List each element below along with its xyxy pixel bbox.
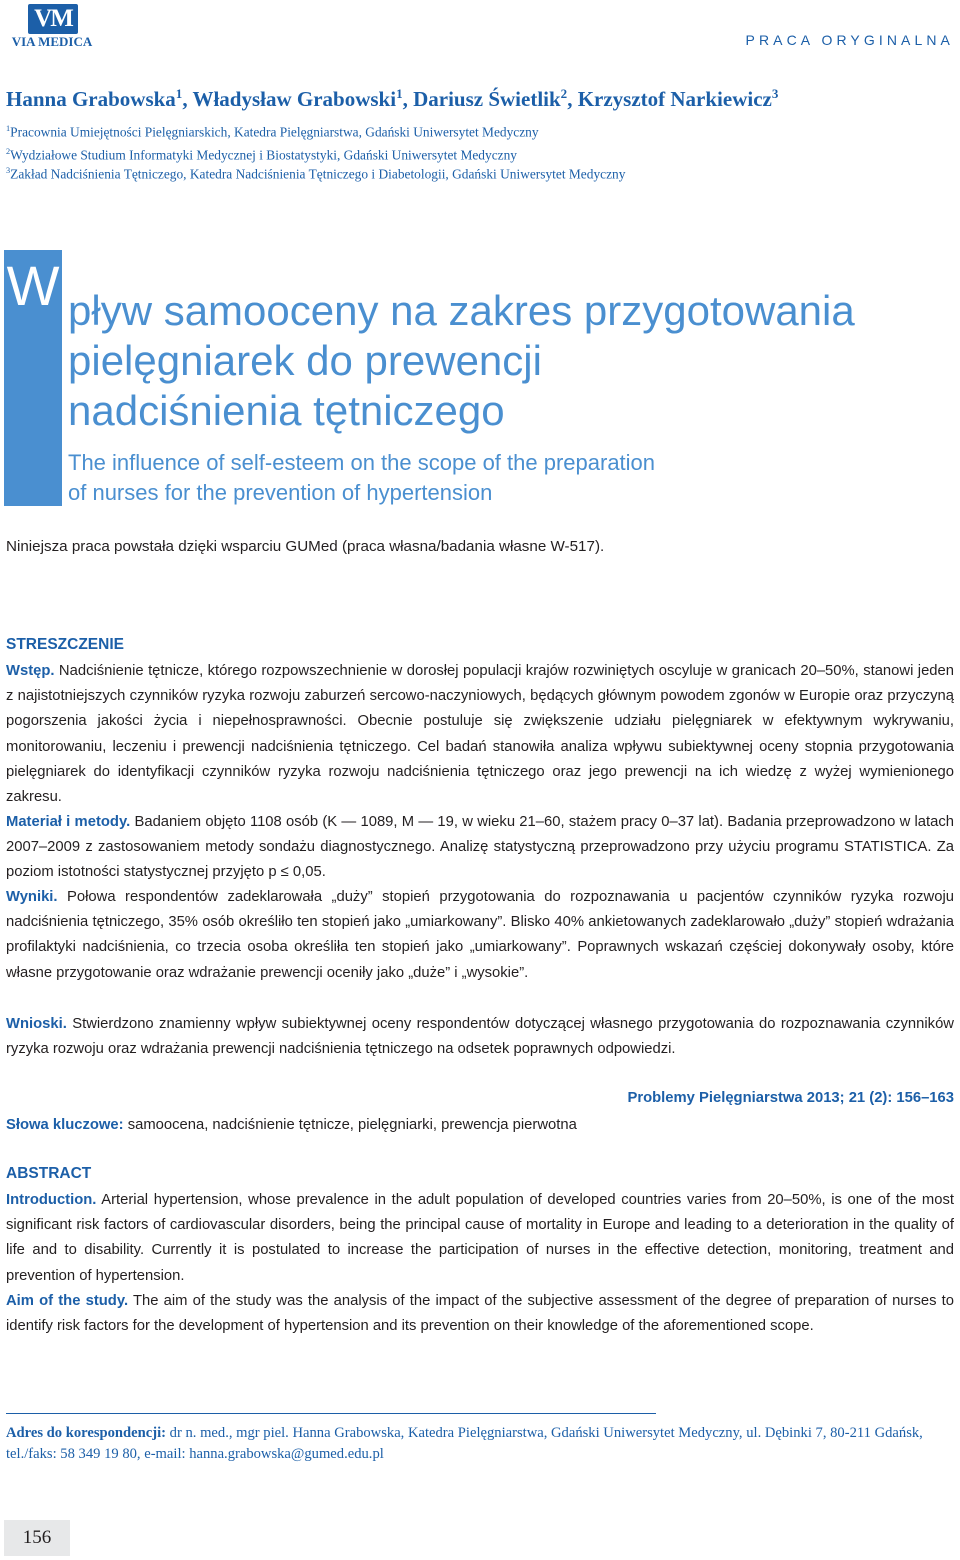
paragraph-lead: Wstęp.: [6, 663, 55, 679]
correspondence-address: [6, 1423, 946, 1465]
paragraph-lead: Wyniki.: [6, 889, 58, 905]
abstract-heading: ABSTRACT: [6, 1165, 92, 1182]
via-medica-logo: [4, 4, 96, 50]
paragraph-lead: Materiał i metody.: [6, 814, 131, 830]
footnote-rule: [6, 1413, 656, 1414]
paragraph-text: Badaniem objęto 1108 osób (K — 1089, M — 19, w wieku 21–60, stażem pracy 0–37 lat). Badania przeprowadzono w latach 2007–2009 z zastosowaniem metody sondażu diagnostycznego. Analizę statystyczną przeprowadzono przy użyciu programu STATISTICA. Za poziom istotności statystycznej przyjęto p ≤ 0,05.: [6, 814, 955, 881]
affiliation-text: Wydziałowe Studium Informatyki Medycznej i Biostatystyki, Gdański Uniwersytet Medyczny: [10, 147, 517, 163]
funding-note: Niniejsza praca powstała dzięki wsparciu GUMed (praca własna/badania własne W-517).: [6, 538, 605, 555]
abstract-paragraph-methods: [6, 810, 954, 886]
author-name: Władysław Grabowski: [192, 87, 397, 111]
streszczenie-heading: STRESZCZENIE: [6, 636, 124, 653]
page-number: 156: [22, 1527, 52, 1548]
correspondence-label: Adres do korespondencji:: [6, 1425, 167, 1441]
paragraph-text: Stwierdzono znamienny wpływ subiektywnej oceny respondentów dotyczącej własnego przygotowania do rozpoznawania czynników ryzyka rozwoju oraz wdrażania prewencji nadciśnienia tętniczego na odsetek poprawnych odpowiedzi.: [6, 1016, 954, 1058]
english-title-line: of nurses for the prevention of hypertension: [68, 480, 493, 505]
paragraph-text: The aim of the study was the analysis of the impact of the subjective assessment of the degree of preparation of nurses to identify risk factors for the development of hypertension and its prevention on their knowledge of the aforementioned scope.: [6, 1293, 954, 1335]
correspondence-text: dr n. med., mgr piel. Hanna Grabowska, Katedra Pielęgniarstwa, Gdański Uniwersytet Medyczny, ul. Dębinki 7, 80-211 Gdańsk, tel./faks: 58 349 19 80, e-mail: hanna.grabowska@gumed.edu.pl: [6, 1425, 923, 1462]
paragraph-text: Nadciśnienie tętnicze, którego rozpowszechnienie w dorosłej populacji krajów rozwiniętych oscyluje w granicach 20–50%, stanowi jeden z najistotniejszych czynników ryzyka rozwoju zaburzeń sercowo-naczyniowych, będących głównym powodem zgonów w Europie oraz przyczyną pogorszenia jakości życia i niepełnosprawności. Obecnie postuluje się zwiększenie udziału pielęgniarek w efektywnym wykrywaniu, monitorowaniu, leczeniu i prewencji nadciśnienia tętniczego. Cel badań stanowiła analiza wpływu subiektywnej oceny stopnia przygotowania pielęgniarek do identyfikacji czynników ryzyka rozwoju nadciśnienia tętniczego oraz jego prewencji na ich wiedzę z wyżej wymienionego zakresu.: [6, 663, 954, 806]
author-name: Krzysztof Narkiewicz: [577, 87, 772, 111]
title-line: nadciśnienia tętniczego: [68, 387, 505, 434]
author-sup: 1: [175, 86, 183, 101]
logo-text: VIA MEDICA: [11, 34, 93, 49]
paragraph-text: Arterial hypertension, whose prevalence in the adult population of developed countries varies from 20–50%, is one of the most significant risk factors of cardiovascular disorders, being the principal cause of mortality in Europe and leading to a deterioration in the quality of life and to disability. Currently it is postulated to increase the participation of nurses in the effective detection, monitoring, treatment and prevention of hypertension.: [6, 1192, 954, 1284]
title-line: pielęgniarek do prewencji: [68, 337, 542, 384]
journal-citation: Problemy Pielęgniarstwa 2013; 21 (2): 156–163: [627, 1090, 954, 1106]
abstract-paragraph-wstep: [6, 659, 954, 810]
author-name: Dariusz Świetlik: [413, 87, 561, 111]
paragraph-lead: Wnioski.: [6, 1016, 67, 1032]
author-sup: 1: [396, 86, 403, 101]
author-name: Hanna Grabowska: [6, 87, 176, 111]
title-initial: W: [6, 254, 60, 317]
english-title-line: The influence of self-esteem on the scope of the preparation: [68, 450, 656, 475]
affiliation: [6, 147, 517, 163]
title-line: pływ samooceny na zakres przygotowania: [68, 287, 855, 334]
author-sup: 3: [771, 86, 779, 101]
abstract-paragraph-introduction: [6, 1188, 954, 1289]
affiliation-text: Pracownia Umiejętności Pielęgniarskich, Katedra Pielęgniarstwa, Gdański Uniwersytet Medyczny: [10, 124, 539, 140]
keywords-text: samoocena, nadciśnienie tętnicze, pielęgniarki, prewencja pierwotna: [123, 1117, 577, 1133]
affiliation-sup: 2: [6, 147, 11, 156]
abstract-paragraph-results: [6, 885, 954, 986]
affiliation-text: Zakład Nadciśnienia Tętniczego, Katedra Nadciśnienia Tętniczego i Diabetologii, Gdański Uniwersytet Medyczny: [10, 166, 626, 182]
logo-mark: VM: [28, 4, 78, 34]
keywords: [6, 1114, 577, 1136]
author-sup: 2: [560, 86, 568, 101]
abstract-paragraph-conclusions: [6, 1012, 954, 1062]
author-list: Hanna Grabowska$^1$, Władysław Grabowski$^1$, Dariusz Świetlik$^2$, Krzysztof Narkiewicz$^3$: [6, 86, 779, 111]
keywords-label: Słowa kluczowe:: [6, 1117, 124, 1133]
affiliation-sup: 1: [6, 124, 11, 133]
paragraph-text: Połowa respondentów zadeklarowała „duży” stopień przygotowania do rozpoznawania u pacjentów czynników ryzyka rozwoju nadciśnienia tętniczego, 35% osób określiło ten stopień jako „umiarkowany”. Blisko 40% ankietowanych zadeklarowało „duży” stopień wdrażania profilaktyki nadciśnienia, co trzecia osoba określiła ten stopień jako „umiarkowany”. Poprawnych wskazań częściej dokonywały osoby, które własne przygotowanie oraz wdrażanie prewencji oceniły jako „duże” i „wysokie”.: [6, 889, 954, 981]
affiliation: [6, 124, 539, 140]
abstract-paragraph-aim: [6, 1289, 954, 1339]
paragraph-lead: Introduction.: [6, 1192, 97, 1208]
section-label: PRACA ORYGINALNA: [745, 32, 954, 48]
affiliation: [6, 166, 625, 182]
paragraph-lead: Aim of the study.: [6, 1293, 129, 1309]
affiliation-sup: 3: [6, 166, 11, 175]
